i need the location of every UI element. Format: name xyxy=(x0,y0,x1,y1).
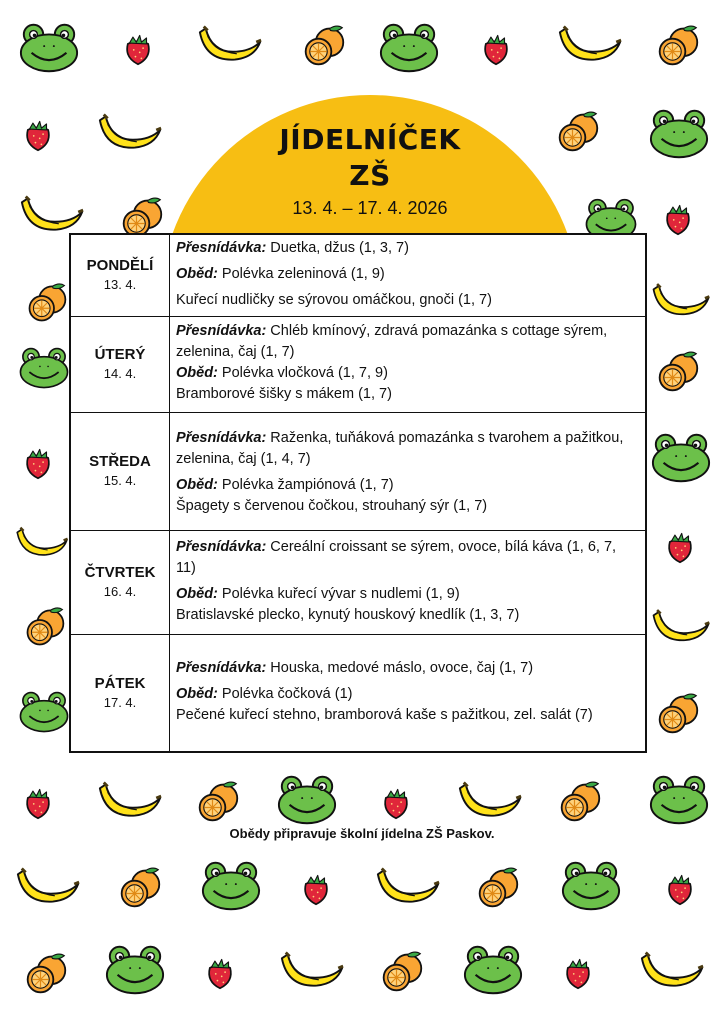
orange-icon xyxy=(24,952,68,996)
main-dish: Pečené kuřecí stehno, bramborová kaše s pažitkou, zel. salát (7) xyxy=(176,706,593,723)
page-title xyxy=(160,122,580,194)
frog-icon xyxy=(648,774,710,826)
lunch-line xyxy=(176,584,639,605)
orange-icon xyxy=(118,866,162,910)
banana-icon xyxy=(650,278,712,322)
frog-icon xyxy=(104,944,166,996)
orange-icon xyxy=(302,24,346,68)
meals-cell xyxy=(170,634,647,752)
day-cell xyxy=(70,530,170,634)
orange-icon xyxy=(476,866,520,910)
table-row xyxy=(70,634,646,752)
lunch-label: Oběd: xyxy=(176,265,218,282)
meals-cell xyxy=(170,316,647,412)
day-cell xyxy=(70,316,170,412)
orange-icon xyxy=(196,780,240,824)
orange-icon xyxy=(26,282,68,324)
soup-text: Polévka zeleninová (1, 9) xyxy=(217,265,385,282)
strawberry-icon xyxy=(300,872,332,906)
strawberry-icon xyxy=(204,956,236,990)
banana-icon xyxy=(638,948,706,992)
banana-icon xyxy=(556,22,624,66)
table-row xyxy=(70,316,646,412)
lunch-line xyxy=(176,684,639,705)
title-line-2: ZŠ xyxy=(349,159,391,192)
soup-text: Polévka čočková (1) xyxy=(217,685,353,702)
frog-icon xyxy=(18,688,70,736)
strawberry-icon xyxy=(562,956,594,990)
snack-text: Cereální croissant se sýrem, ovoce, bílá káva (1, 6, 7, 11) xyxy=(176,538,617,576)
meals-cell xyxy=(170,530,647,634)
snack-text: Duetka, džus (1, 3, 7) xyxy=(266,239,409,256)
banana-icon xyxy=(14,520,70,564)
frog-icon xyxy=(650,432,712,484)
strawberry-icon xyxy=(22,446,54,480)
frog-icon xyxy=(560,860,622,912)
strawberry-icon xyxy=(22,118,54,152)
main-dish: Špagety s červenou čočkou, strouhaný sýr (1, 7) xyxy=(176,497,488,514)
banana-icon xyxy=(14,864,82,908)
strawberry-icon xyxy=(664,530,696,564)
menu-table xyxy=(69,233,647,753)
snack-label: Přesnídávka: xyxy=(176,239,267,256)
strawberry-icon xyxy=(664,872,696,906)
snack-text: Chléb kmínový, zdravá pomazánka s cottage sýrem, zelenina, čaj (1, 7) xyxy=(176,323,608,360)
main-dish: Bramborové šišky s mákem (1, 7) xyxy=(176,386,392,402)
lunch-line xyxy=(176,475,639,496)
frog-icon xyxy=(200,860,262,912)
snack-line xyxy=(176,658,639,679)
lunch-label: Oběd: xyxy=(176,685,218,702)
strawberry-icon xyxy=(662,202,694,236)
banana-icon xyxy=(196,22,264,66)
orange-icon xyxy=(656,350,700,394)
table-row xyxy=(70,412,646,530)
day-name: ÚTERÝ xyxy=(94,346,146,363)
orange-icon xyxy=(656,24,700,68)
lunch-label: Oběd: xyxy=(176,585,218,602)
banana-icon xyxy=(650,604,712,648)
banana-icon xyxy=(96,110,164,154)
day-date: 14. 4. xyxy=(103,366,137,381)
soup-text: Polévka žampiónová (1, 7) xyxy=(217,476,394,493)
snack-text: Raženka, tuňáková pomazánka s tvarohem a pažitkou, zelenina, čaj (1, 4, 7) xyxy=(176,429,624,467)
strawberry-icon xyxy=(480,32,512,66)
main-dish: Bratislavské plecko, kynutý houskový knedlík (1, 3, 7) xyxy=(176,606,520,623)
title-line-1: JÍDELNÍČEK xyxy=(279,123,461,156)
banana-icon xyxy=(374,864,442,908)
day-cell xyxy=(70,634,170,752)
snack-text: Houska, medové máslo, ovoce, čaj (1, 7) xyxy=(266,659,534,676)
frog-icon xyxy=(378,22,440,74)
table-row xyxy=(70,530,646,634)
main-dish: Kuřecí nudličky se sýrovou omáčkou, gnoči (1, 7) xyxy=(176,291,492,308)
frog-icon xyxy=(462,944,524,996)
soup-text: Polévka vločková (1, 7, 9) xyxy=(217,365,388,381)
lunch-line xyxy=(176,363,639,384)
snack-label: Přesnídávka: xyxy=(176,323,267,339)
footer-note: Obědy připravuje školní jídelna ZŠ Paskov. xyxy=(229,826,495,841)
day-name: PÁTEK xyxy=(94,674,146,692)
frog-icon xyxy=(18,344,70,392)
day-date: 16. 4. xyxy=(103,584,137,599)
snack-line xyxy=(176,537,639,579)
day-date: 13. 4. xyxy=(103,277,137,293)
snack-label: Přesnídávka: xyxy=(176,429,267,446)
snack-label: Přesnídávka: xyxy=(176,538,267,555)
frog-icon xyxy=(648,108,710,160)
orange-icon xyxy=(558,780,602,824)
day-date: 17. 4. xyxy=(103,694,137,710)
day-name: ČTVRTEK xyxy=(84,564,156,581)
banana-icon xyxy=(18,192,86,236)
day-name: PONDĚLÍ xyxy=(86,257,154,275)
snack-line xyxy=(176,428,639,470)
day-name: STŘEDA xyxy=(89,453,151,470)
frog-icon xyxy=(276,774,338,826)
day-cell xyxy=(70,412,170,530)
meals-cell xyxy=(170,412,647,530)
lunch-line xyxy=(176,264,639,285)
day-cell xyxy=(70,234,170,316)
day-date: 15. 4. xyxy=(103,473,137,488)
orange-icon xyxy=(24,606,66,648)
orange-icon xyxy=(380,950,424,994)
frog-icon xyxy=(18,22,80,74)
snack-line xyxy=(176,321,639,363)
strawberry-icon xyxy=(122,32,154,66)
banana-icon xyxy=(278,948,346,992)
table-row xyxy=(70,234,646,316)
snack-line xyxy=(176,238,639,259)
orange-icon xyxy=(656,692,700,736)
banana-icon xyxy=(96,778,164,822)
snack-label: Přesnídávka: xyxy=(176,659,267,676)
meals-cell xyxy=(170,234,647,316)
strawberry-icon xyxy=(380,786,412,820)
soup-text: Polévka kuřecí vývar s nudlemi (1, 9) xyxy=(217,585,460,602)
strawberry-icon xyxy=(22,786,54,820)
lunch-label: Oběd: xyxy=(176,476,218,493)
date-range: 13. 4. – 17. 4. 2026 xyxy=(292,198,448,218)
lunch-label: Oběd: xyxy=(176,365,218,381)
banana-icon xyxy=(456,778,524,822)
